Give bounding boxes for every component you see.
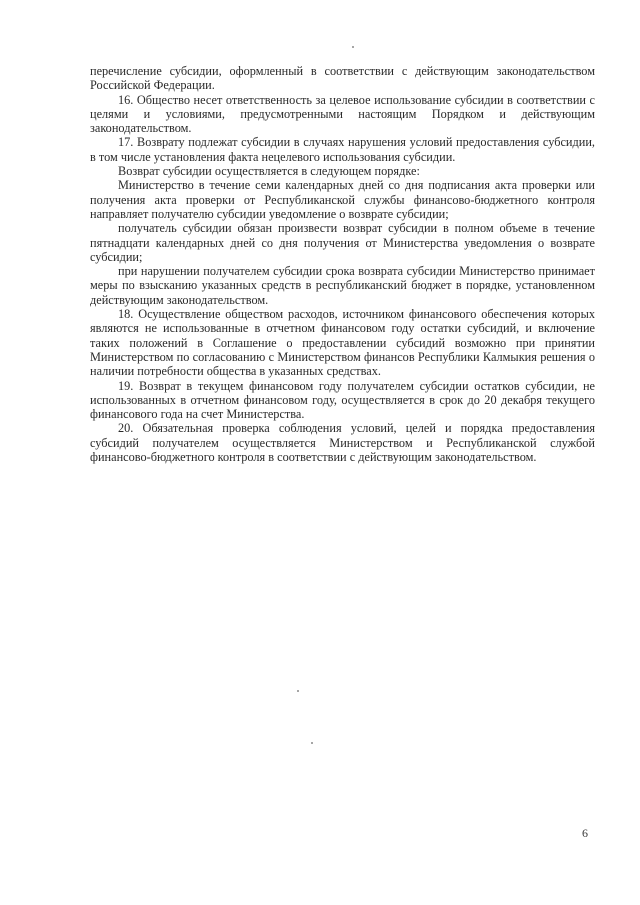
paragraph-recovery-measures: при нарушении получателем субсидии срока возврата субсидии Министерство принимает меры по взысканию указанных средств в республиканский бюджет в порядке, установленном действующим законодательством. (90, 264, 595, 307)
paragraph-18: 18. Осуществление обществом расходов, источником финансового обеспечения которых являются не использованные в отчетном финансовом году остатки субсидий, и включение таких положений в Соглашение о предоставлении субсидий возможно при принятии Министерством по согласованию с Министерством финансов Республики Калмыкия решения о наличии потребности общества в указанных средствах. (90, 307, 595, 379)
paragraph-return-order: Возврат субсидии осуществляется в следующем порядке: (118, 164, 420, 179)
paragraph-16: 16. Общество несет ответственность за целевое использование субсидии в соответствии с целями и условиями, предусмотренными настоящим Порядком и действующим законодательством. (90, 92, 595, 136)
paragraph-continuation: перечисление субсидии, оформленный в соответствии с действующим законодательством Российской Федерации. (90, 64, 595, 93)
paragraph-recipient-obligation: получатель субсидии обязан произвести возврат субсидии в полном объеме в течение пятнадцати календарных дней со дня получения от Министерства уведомления о возврате субсидии; (90, 221, 595, 264)
paragraph-20: 20. Обязательная проверка соблюдения условий, целей и порядка предоставления субсидий получателем осуществляется Министерством и Республиканской службой финансово-бюджетного контроля в соответствии с действующим законодательством. (90, 421, 595, 465)
document-body (90, 64, 595, 464)
paragraph-17: 17. Возврату подлежат субсидии в случаях нарушения условий предоставления субсидии, в том числе установления факта нецелевого использования субсидии. (90, 135, 595, 164)
paragraph-19: 19. Возврат в текущем финансовом году получателем субсидии остатков субсидии, не использованных в отчетном финансовом году, осуществляется в срок до 20 декабря текущего финансового года на счет Министерства. (90, 378, 595, 422)
scan-speck (352, 46, 354, 48)
paragraph-ministry-notice: Министерство в течение семи календарных дней со дня подписания акта проверки или получения акта проверки от Республиканской службы финансово-бюджетного контроля направляет получателю субсидии уведомление о возврате субсидии; (90, 178, 595, 221)
scan-speck (311, 742, 313, 744)
scan-speck (297, 690, 299, 692)
page-number: 6 (582, 826, 588, 840)
